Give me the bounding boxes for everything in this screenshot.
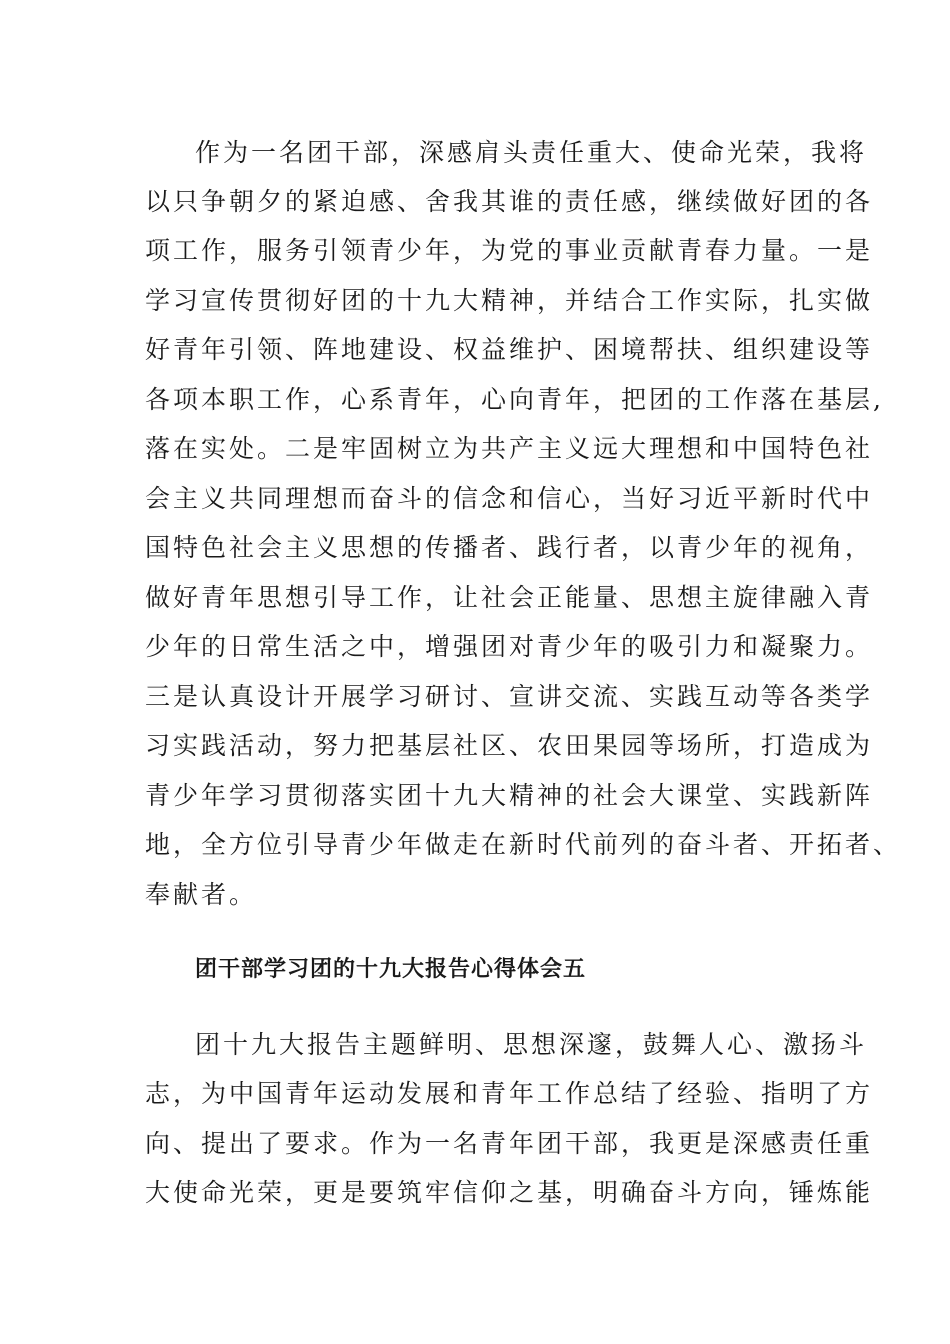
- paragraph-line: 做好青年思想引导工作，让社会正能量、思想主旋律融入青: [145, 583, 874, 612]
- paragraph-line: 项工作，服务引领青少年，为党的事业贡献青春力量。一是: [145, 236, 874, 265]
- paragraph-line: 好青年引领、阵地建设、权益维护、困境帮扶、组织建设等: [145, 335, 874, 364]
- section-heading: 团干部学习团的十九大报告心得体会五: [195, 957, 587, 982]
- paragraph-line: 会主义共同理想而奋斗的信念和信心，当好习近平新时代中: [145, 484, 874, 513]
- paragraph-line: 落在实处。二是牢固树立为共产主义远大理想和中国特色社: [145, 434, 874, 463]
- paragraph-line: 习实践活动，努力把基层社区、农田果园等场所，打造成为: [145, 731, 874, 760]
- paragraph-line: 各项本职工作，心系青年，心向青年，把团的工作落在基层,: [145, 385, 884, 414]
- paragraph-line: 少年的日常生活之中，增强团对青少年的吸引力和凝聚力。: [145, 632, 874, 661]
- paragraph-line: 大使命光荣，更是要筑牢信仰之基，明确奋斗方向，锤炼能: [145, 1178, 874, 1207]
- paragraph-line: 团十九大报告主题鲜明、思想深邃，鼓舞人心、激扬斗: [195, 1030, 868, 1059]
- paragraph-line: 作为一名团干部，深感肩头责任重大、使命光荣，我将: [195, 138, 868, 167]
- paragraph-line: 三是认真设计开展学习研讨、宣讲交流、实践互动等各类学: [145, 682, 874, 711]
- paragraph-line: 青少年学习贯彻落实团十九大精神的社会大课堂、实践新阵: [145, 781, 874, 810]
- paragraph-line: 志，为中国青年运动发展和青年工作总结了经验、指明了方: [145, 1079, 874, 1108]
- paragraph-line: 地，全方位引导青少年做走在新时代前列的奋斗者、开拓者、: [145, 830, 902, 859]
- paragraph-line: 国特色社会主义思想的传播者、践行者，以青少年的视角，: [145, 533, 874, 562]
- paragraph-line: 以只争朝夕的紧迫感、舍我其谁的责任感，继续做好团的各: [145, 187, 874, 216]
- paragraph-line: 奉献者。: [145, 880, 258, 909]
- paragraph-line: 向、提出了要求。作为一名青年团干部，我更是深感责任重: [145, 1129, 874, 1158]
- paragraph-line: 学习宣传贯彻好团的十九大精神，并结合工作实际，扎实做: [145, 286, 874, 315]
